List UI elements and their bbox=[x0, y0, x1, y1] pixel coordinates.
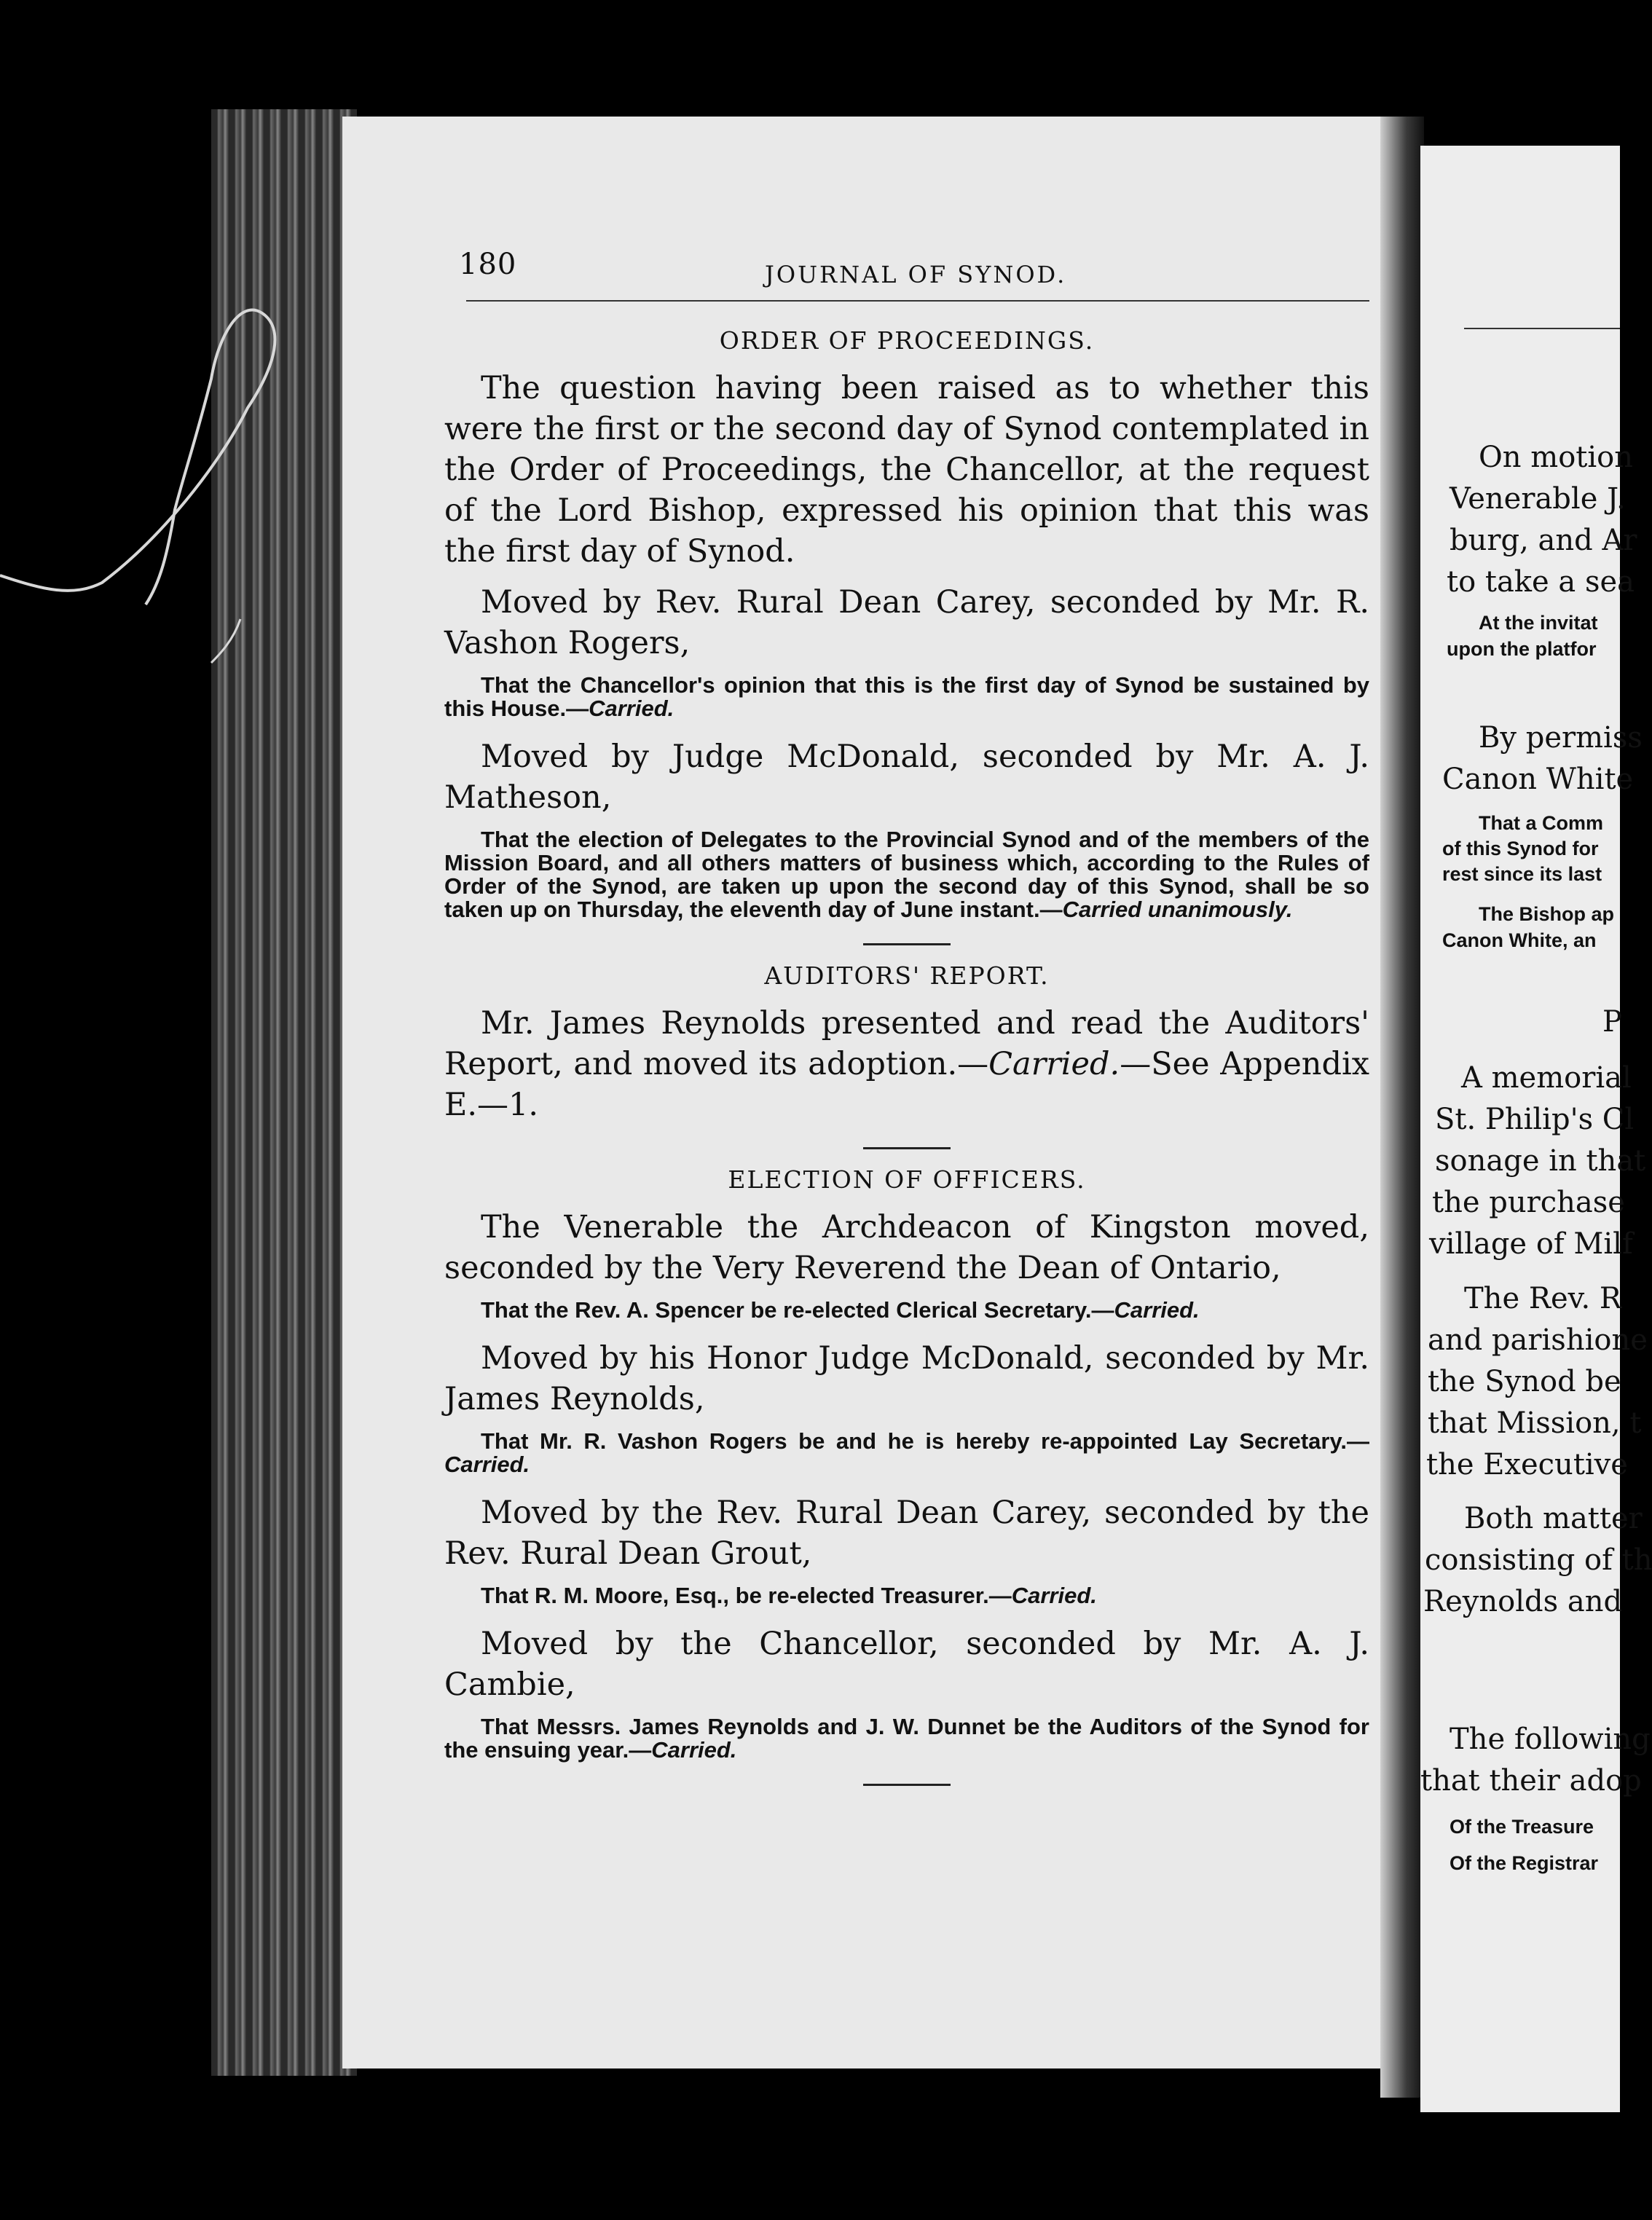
paragraph-text: —See Appendix E.—1. bbox=[444, 1046, 1369, 1123]
right-page-fragment: The Bishop ap bbox=[1479, 903, 1615, 925]
header-rule bbox=[466, 300, 1369, 302]
resolution-outcome: Carried. bbox=[651, 1737, 737, 1763]
right-page-fragment: A memorial bbox=[1461, 1061, 1632, 1095]
right-page-fragment: to take a sea bbox=[1447, 565, 1635, 599]
resolution-text: That R. M. Moore, Esq., be re-elected Treasurer.— bbox=[481, 1583, 1012, 1608]
right-page-fragment: P bbox=[1602, 1005, 1622, 1039]
right-page-fragment: that Mission, t bbox=[1428, 1406, 1642, 1440]
right-page-fragment: rest since its last bbox=[1442, 863, 1602, 885]
section-divider bbox=[863, 1147, 951, 1149]
resolution-outcome: Carried unanimously. bbox=[1062, 897, 1293, 922]
paragraph: Moved by Judge McDonald, seconded by Mr. A. J. Matheson, bbox=[444, 739, 1369, 816]
resolution-text: That Mr. R. Vashon Rogers be and he is hereby re-appointed Lay Secretary.— bbox=[481, 1428, 1369, 1454]
right-page-fragment: consisting of th bbox=[1425, 1543, 1652, 1577]
resolution-outcome: Carried. bbox=[444, 1452, 530, 1477]
resolution bbox=[444, 1430, 1369, 1476]
right-page-fragment: Canon White bbox=[1442, 763, 1634, 796]
section-heading-order-of-proceedings: ORDER OF PROCEEDINGS. bbox=[719, 326, 1095, 355]
running-head bbox=[459, 248, 1369, 291]
book-gutter bbox=[1380, 117, 1424, 2098]
resolution bbox=[444, 1715, 1369, 1762]
right-page-fragment: village of Milf bbox=[1429, 1227, 1633, 1261]
paragraph-text: Mr. James Reynolds presented and read the Auditors' Report, and moved its adoption.— bbox=[444, 1005, 1369, 1082]
right-page-fragment: and parishione bbox=[1428, 1323, 1648, 1357]
right-page-fragment: Canon White, an bbox=[1442, 929, 1597, 951]
right-page-fragment: That a Comm bbox=[1479, 812, 1604, 834]
paragraph: Moved by his Honor Judge McDonald, seconded by Mr. James Reynolds, bbox=[444, 1340, 1369, 1417]
book-edge bbox=[211, 109, 357, 2076]
right-page-fragment: The Rev. R bbox=[1464, 1282, 1622, 1315]
right-header-rule bbox=[1464, 328, 1620, 329]
paragraph bbox=[444, 1003, 1369, 1125]
right-page-fragment: On motion bbox=[1479, 441, 1633, 474]
resolution-text: That the Chancellor's opinion that this is the first day of Synod be sustained by this House.— bbox=[444, 672, 1369, 721]
right-page bbox=[1420, 146, 1652, 2112]
right-page-fragment: the Executive bbox=[1426, 1448, 1628, 1481]
page-number: 180 bbox=[459, 248, 517, 281]
resolution-outcome: Carried. bbox=[1011, 1583, 1097, 1608]
section-divider bbox=[863, 1784, 951, 1786]
running-title: JOURNAL OF SYNOD. bbox=[765, 261, 1067, 288]
resolution bbox=[444, 1299, 1369, 1322]
right-page-fragment: By permiss bbox=[1479, 721, 1643, 755]
right-page-fragment: The following bbox=[1450, 1723, 1651, 1756]
paragraph: Moved by Rev. Rural Dean Carey, seconded by Mr. R. Vashon Rogers, bbox=[444, 584, 1369, 661]
right-page-fragment: At the invitat bbox=[1479, 612, 1598, 634]
resolution-outcome: Carried. bbox=[589, 696, 674, 721]
section-heading-auditors-report: AUDITORS' REPORT. bbox=[764, 961, 1050, 990]
paragraph: Moved by the Rev. Rural Dean Carey, seconded by the Rev. Rural Dean Grout, bbox=[444, 1495, 1369, 1572]
left-page-content bbox=[444, 320, 1369, 1802]
right-page-fragment: that their adop bbox=[1420, 1764, 1642, 1798]
paragraph: The Venerable the Archdeacon of Kingston moved, seconded by the Very Reverend the Dean of Ontario, bbox=[444, 1209, 1369, 1286]
right-page-fragment: the purchase bbox=[1432, 1186, 1625, 1219]
right-page-fragment: upon the platfor bbox=[1447, 638, 1597, 660]
section-heading-election-of-officers: ELECTION OF OFFICERS. bbox=[728, 1165, 1086, 1194]
resolution-text: That Messrs. James Reynolds and J. W. Dunnet be the Auditors of the Synod for the ensuing year.— bbox=[444, 1714, 1369, 1763]
right-page-fragment: burg, and Ar bbox=[1450, 524, 1637, 557]
right-page-fragment: of this Synod for bbox=[1442, 838, 1599, 859]
resolution-text: That the Rev. A. Spencer be re-elected Clerical Secretary.— bbox=[481, 1297, 1114, 1323]
paragraph: Moved by the Chancellor, seconded by Mr. A. J. Cambie, bbox=[444, 1626, 1369, 1703]
resolution bbox=[444, 828, 1369, 921]
right-page-fragment: the Synod be bbox=[1428, 1365, 1621, 1398]
resolution-text: That the election of Delegates to the Provincial Synod and of the members of the Mission Board, and all others matters of business which, according to the Rules of Order of the Synod, are taken up upon the second day of this Synod, shall be so taken up on Thursday, the eleventh day of June instant.— bbox=[444, 827, 1369, 922]
right-page-fragment: Reynolds and bbox=[1423, 1585, 1623, 1618]
paragraph-outcome: Carried. bbox=[988, 1046, 1120, 1082]
right-page-fragment: Both matter bbox=[1464, 1502, 1643, 1535]
resolution-outcome: Carried. bbox=[1114, 1297, 1200, 1323]
section-divider bbox=[863, 943, 951, 945]
resolution bbox=[444, 674, 1369, 720]
resolution bbox=[444, 1584, 1369, 1607]
right-page-fragment: St. Philip's Cl bbox=[1435, 1103, 1635, 1136]
paragraph: The question having been raised as to whether this were the first or the second day of Synod contemplated in the Order of Proceedings, the Chancellor, at the request of the Lord Bishop, expressed his opinion that this was the first day of Synod. bbox=[444, 370, 1369, 570]
right-page-fragment: Venerable J. bbox=[1450, 482, 1626, 516]
right-page-fragment: Of the Registrar bbox=[1450, 1852, 1599, 1874]
right-page-fragment: Of the Treasure bbox=[1450, 1816, 1594, 1838]
right-page-fragment: sonage in that bbox=[1435, 1144, 1646, 1178]
